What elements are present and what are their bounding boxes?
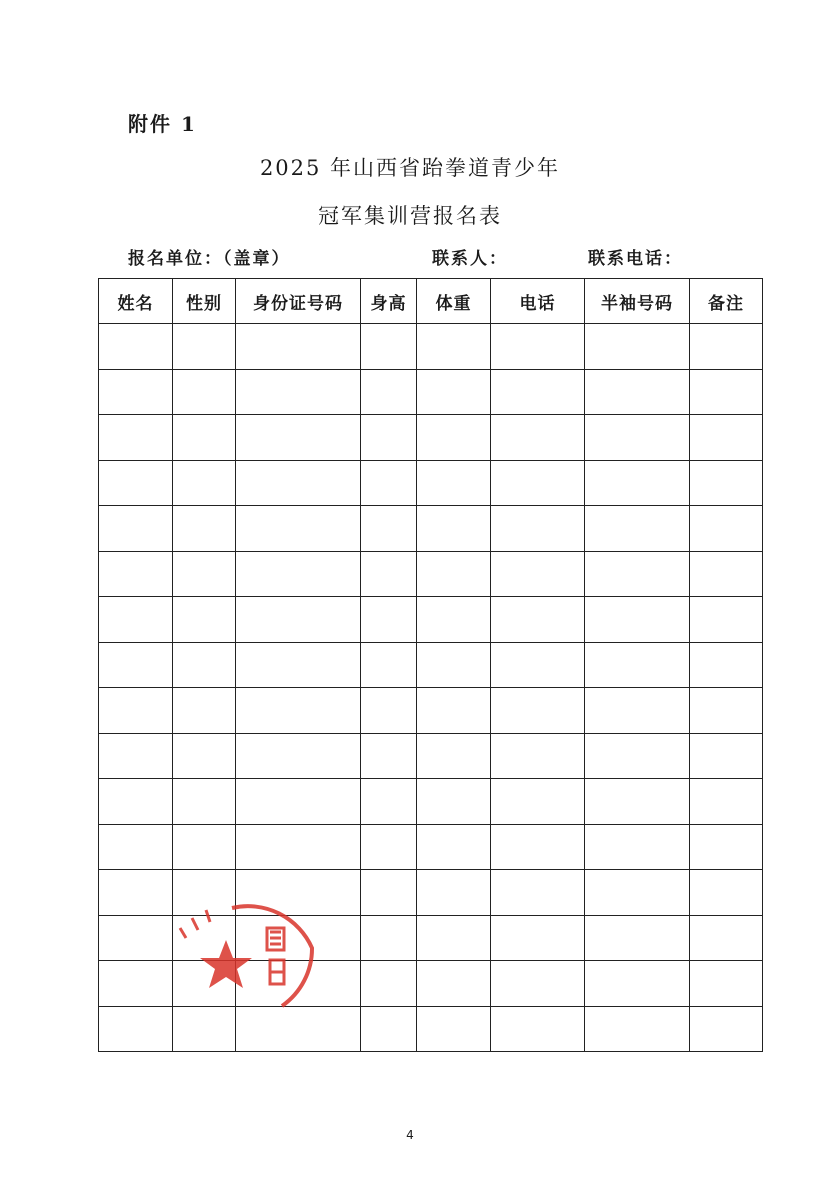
table-header-row [99, 279, 763, 324]
table-cell [99, 324, 173, 370]
table-cell [173, 324, 236, 370]
table-cell [585, 961, 690, 1007]
header-gender: 性别 [173, 279, 236, 324]
table-row [99, 733, 763, 779]
table-cell [361, 415, 417, 461]
table-cell [99, 597, 173, 643]
table-cell [236, 870, 361, 916]
table-cell [361, 551, 417, 597]
table-cell [173, 415, 236, 461]
table-row [99, 915, 763, 961]
table-cell [491, 870, 585, 916]
table-cell [585, 369, 690, 415]
table-cell [361, 506, 417, 552]
table-cell [690, 415, 763, 461]
table-cell [236, 915, 361, 961]
table-cell [361, 460, 417, 506]
table-cell [99, 915, 173, 961]
table-cell [99, 551, 173, 597]
table-cell [491, 1006, 585, 1052]
table-cell [417, 961, 491, 1007]
table-cell [690, 870, 763, 916]
header-weight: 体重 [417, 279, 491, 324]
table-row [99, 324, 763, 370]
table-cell [173, 642, 236, 688]
table-cell [417, 369, 491, 415]
table-cell [491, 369, 585, 415]
form-title-line-2: 冠军集训营报名表 [318, 204, 502, 228]
table-row [99, 824, 763, 870]
table-row [99, 597, 763, 643]
table-cell [361, 1006, 417, 1052]
table-cell [99, 733, 173, 779]
table-cell [173, 779, 236, 825]
header-shirt-number: 半袖号码 [585, 279, 690, 324]
header-phone: 电话 [491, 279, 585, 324]
table-row [99, 506, 763, 552]
table-cell [361, 597, 417, 643]
table-cell [361, 779, 417, 825]
table-row [99, 369, 763, 415]
table-cell [585, 870, 690, 916]
table-cell [491, 733, 585, 779]
page-number: 4 [406, 1128, 414, 1142]
header-remarks: 备注 [690, 279, 763, 324]
table-cell [690, 688, 763, 734]
table-cell [690, 779, 763, 825]
header-id-number: 身份证号码 [236, 279, 361, 324]
table-cell [236, 460, 361, 506]
header-name: 姓名 [99, 279, 173, 324]
table-cell [417, 642, 491, 688]
table-cell [690, 642, 763, 688]
table-cell [99, 1006, 173, 1052]
table-cell [585, 1006, 690, 1052]
table-row [99, 1006, 763, 1052]
table-cell [690, 1006, 763, 1052]
table-cell [585, 460, 690, 506]
table-cell [361, 733, 417, 779]
contact-person-label: 联系人： [432, 249, 508, 269]
registration-unit-label: 报名单位：（盖章） [128, 249, 291, 269]
table-cell [236, 779, 361, 825]
table-cell [585, 824, 690, 870]
table-cell [99, 779, 173, 825]
table-cell [236, 1006, 361, 1052]
table-cell [491, 415, 585, 461]
table-cell [361, 870, 417, 916]
table-cell [236, 733, 361, 779]
table-cell [173, 961, 236, 1007]
table-cell [361, 369, 417, 415]
table-cell [361, 824, 417, 870]
table-cell [361, 688, 417, 734]
table-cell [690, 369, 763, 415]
table-cell [417, 460, 491, 506]
table-cell [173, 506, 236, 552]
table-row [99, 688, 763, 734]
table-cell [99, 688, 173, 734]
table-cell [361, 642, 417, 688]
table-cell [236, 824, 361, 870]
table-cell [491, 506, 585, 552]
table-cell [361, 961, 417, 1007]
table-cell [99, 415, 173, 461]
table-cell [491, 551, 585, 597]
table-cell [99, 824, 173, 870]
table-cell [99, 506, 173, 552]
table-cell [173, 688, 236, 734]
table-cell [491, 688, 585, 734]
table-cell [173, 597, 236, 643]
table-cell [417, 688, 491, 734]
table-cell [236, 688, 361, 734]
table-cell [99, 870, 173, 916]
table-cell [585, 415, 690, 461]
table-cell [690, 597, 763, 643]
table-cell [690, 961, 763, 1007]
contact-phone-label: 联系电话： [588, 249, 683, 269]
table-cell [417, 506, 491, 552]
table-cell [361, 915, 417, 961]
table-cell [173, 915, 236, 961]
table-cell [585, 779, 690, 825]
table-cell [690, 733, 763, 779]
table-cell [417, 870, 491, 916]
table-cell [236, 961, 361, 1007]
table-cell [173, 870, 236, 916]
table-row [99, 779, 763, 825]
table-cell [236, 415, 361, 461]
table-cell [585, 642, 690, 688]
table-row [99, 415, 763, 461]
table-cell [585, 915, 690, 961]
table-cell [417, 915, 491, 961]
table-cell [491, 324, 585, 370]
table-cell [99, 369, 173, 415]
table-cell [173, 551, 236, 597]
table-cell [491, 915, 585, 961]
table-cell [690, 324, 763, 370]
table-cell [417, 415, 491, 461]
form-title-line-1: 2025 年山西省跆拳道青少年 [259, 156, 561, 180]
table-cell [690, 506, 763, 552]
table-cell [99, 961, 173, 1007]
table-cell [690, 551, 763, 597]
table-cell [173, 369, 236, 415]
table-row [99, 870, 763, 916]
table-cell [690, 460, 763, 506]
table-cell [236, 324, 361, 370]
table-row [99, 460, 763, 506]
table-cell [173, 1006, 236, 1052]
table-cell [491, 597, 585, 643]
table-cell [585, 551, 690, 597]
table-cell [585, 506, 690, 552]
table-cell [585, 324, 690, 370]
table-cell [690, 915, 763, 961]
table-cell [491, 460, 585, 506]
table-cell [491, 824, 585, 870]
table-cell [173, 824, 236, 870]
table-row [99, 551, 763, 597]
table-cell [417, 597, 491, 643]
header-height: 身高 [361, 279, 417, 324]
table-cell [690, 824, 763, 870]
table-cell [417, 1006, 491, 1052]
table-cell [585, 688, 690, 734]
table-row [99, 961, 763, 1007]
table-cell [361, 324, 417, 370]
table-cell [417, 824, 491, 870]
table-cell [99, 642, 173, 688]
registration-table [98, 278, 763, 1052]
table-cell [236, 369, 361, 415]
table-cell [417, 324, 491, 370]
table-cell [491, 642, 585, 688]
table-cell [417, 733, 491, 779]
table-cell [585, 733, 690, 779]
table-cell [236, 597, 361, 643]
attachment-label: 附件 1 [128, 112, 197, 136]
table-cell [417, 779, 491, 825]
table-cell [491, 779, 585, 825]
table-cell [236, 506, 361, 552]
table-cell [585, 597, 690, 643]
table-cell [417, 551, 491, 597]
table-cell [236, 551, 361, 597]
table-cell [173, 460, 236, 506]
table-cell [99, 460, 173, 506]
table-row [99, 642, 763, 688]
table-cell [173, 733, 236, 779]
table-cell [236, 642, 361, 688]
table-cell [491, 961, 585, 1007]
